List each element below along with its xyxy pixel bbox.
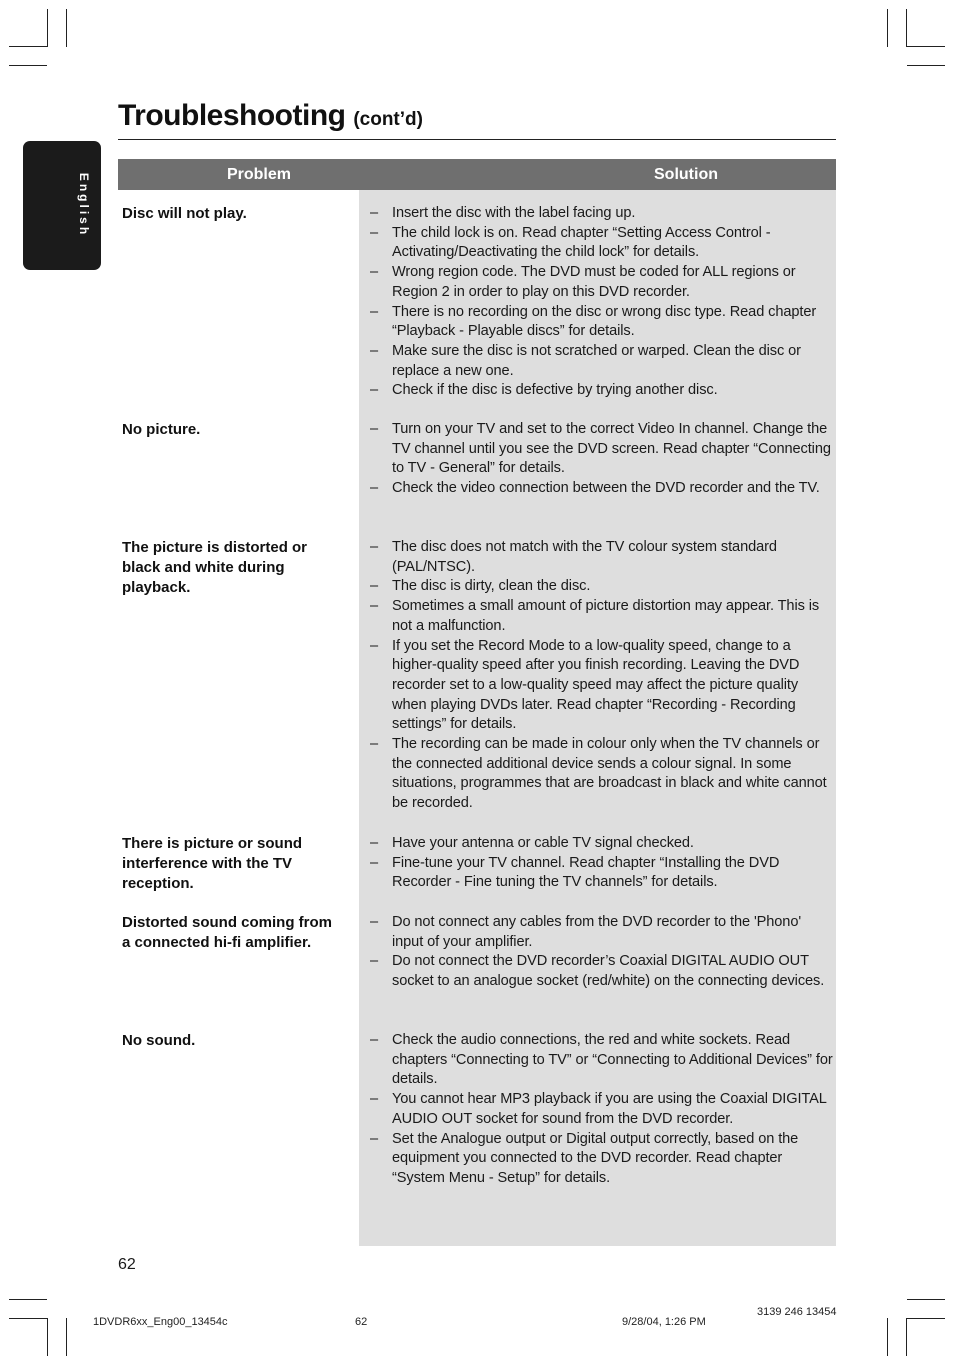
dash-bullet: – <box>370 953 379 970</box>
crop-mark <box>9 65 47 66</box>
solution-item <box>370 263 835 302</box>
solution-item <box>370 420 835 479</box>
problem-text: The picture is distorted or black and white during playback. <box>122 539 308 596</box>
dash-bullet: – <box>370 480 379 497</box>
dash-bullet: – <box>370 382 379 399</box>
solution-text: Set the Analogue output or Digital output correctly, based on the equipment you connected to the DVD recorder. Read chapter “System Menu - Setup” for details. <box>392 1130 799 1186</box>
solution-text: Fine-tune your TV channel. Read chapter “Installing the DVD Recorder - Fine tuning the TV channels” for details. <box>392 854 780 891</box>
dash-bullet: – <box>370 1032 379 1048</box>
dash-bullet: – <box>370 1091 379 1108</box>
solution-item <box>370 854 835 893</box>
problem-text: No picture. <box>122 421 201 438</box>
dash-bullet: – <box>370 342 379 359</box>
dash-bullet: – <box>370 1130 379 1147</box>
solution-text: Check the video connection between the DVD recorder and the TV. <box>392 480 820 497</box>
solution-list <box>370 913 835 992</box>
footer-file-name: 1DVDR6xx_Eng00_13454c <box>93 1316 228 1328</box>
solution-text: Turn on your TV and set to the correct Video In channel. Change the TV channel until you see the DVD screen. Read chapter “Connecting to TV - General” for details. <box>392 421 831 477</box>
dash-bullet: – <box>370 539 379 555</box>
dash-bullet: – <box>370 421 379 437</box>
dash-bullet: – <box>370 598 379 615</box>
dash-bullet: – <box>370 736 379 753</box>
dash-bullet: – <box>370 578 379 595</box>
dash-bullet: – <box>370 303 379 320</box>
dash-bullet: – <box>370 637 379 654</box>
crop-mark <box>9 1318 47 1319</box>
solution-text: Sometimes a small amount of picture distortion may appear. This is not a malfunction. <box>392 598 820 634</box>
crop-mark <box>9 1299 47 1300</box>
solution-list <box>370 538 835 814</box>
dash-bullet: – <box>370 224 379 241</box>
crop-mark <box>907 1299 945 1300</box>
page-title <box>118 96 423 140</box>
solution-text: Check the audio connections, the red and white sockets. Read chapters “Connecting to TV” or “Connecting to Additional Devices” for details. <box>392 1032 833 1088</box>
problem-text: Disc will not play. <box>122 205 247 222</box>
solution-list <box>370 834 835 893</box>
solution-item <box>370 1090 835 1129</box>
solution-list <box>370 420 835 499</box>
title-rule <box>118 139 836 140</box>
solution-item <box>370 834 835 854</box>
solution-text: The disc does not match with the TV colour system standard (PAL/NTSC). <box>392 539 777 575</box>
solution-item <box>370 735 835 814</box>
solution-item <box>370 952 835 991</box>
language-tab-label: English <box>77 172 91 238</box>
crop-mark <box>47 1318 48 1356</box>
dash-bullet: – <box>370 835 379 851</box>
solution-text: Do not connect any cables from the DVD recorder to the 'Phono' input of your amplifier. <box>392 914 802 950</box>
solution-item <box>370 577 835 597</box>
crop-mark <box>907 65 945 66</box>
footer-doc-code: 3139 246 13454 <box>757 1306 837 1318</box>
solution-item <box>370 538 835 577</box>
crop-mark <box>66 9 67 47</box>
crop-mark <box>9 46 47 47</box>
solution-item <box>370 1130 835 1189</box>
dash-bullet: – <box>370 854 379 871</box>
problem-column-header: Problem <box>226 166 291 183</box>
dash-bullet: – <box>370 914 379 930</box>
solution-item <box>370 1031 835 1090</box>
page-title-subtitle: (cont’d) <box>353 109 423 130</box>
solution-text: If you set the Record Mode to a low-quality speed, change to a higher-quality speed after you finish recording. Leaving the DVD recorder set to a low-quality speed may affect the picture quality when playing DVDs later. Read chapter “Recording - Recording settings” for details. <box>392 637 800 733</box>
solution-item <box>370 479 835 499</box>
solution-list <box>370 204 835 401</box>
solution-item <box>370 381 835 401</box>
footer-timestamp: 9/28/04, 1:26 PM <box>622 1316 706 1328</box>
solution-item <box>370 303 835 342</box>
problem-text: No sound. <box>122 1032 196 1049</box>
solution-item <box>370 597 835 636</box>
solution-column-header-label: Solution <box>654 166 718 183</box>
solution-text: The recording can be made in colour only when the TV channels or the connected additional device sends a colour signal. In some situations, programmes that are broadcast in black and white cannot be recorded. <box>392 736 827 812</box>
crop-mark <box>887 1318 888 1356</box>
crop-mark <box>907 1318 945 1319</box>
solution-text: There is no recording on the disc or wrong disc type. Read chapter “Playback - Playable discs” for details. <box>392 303 817 340</box>
page-number: 62 <box>118 1256 136 1273</box>
dash-bullet: – <box>370 264 379 281</box>
problem-text: Distorted sound coming from a connected hi-fi amplifier. <box>122 914 332 951</box>
solution-text: Check if the disc is defective by trying another disc. <box>392 382 718 399</box>
solution-text: You cannot hear MP3 playback if you are using the Coaxial DIGITAL AUDIO OUT socket for sound from the DVD recorder. <box>392 1091 827 1127</box>
footer-page: 62 <box>355 1316 368 1328</box>
solution-item <box>370 913 835 952</box>
crop-mark <box>66 1318 67 1356</box>
solution-text: The disc is dirty, clean the disc. <box>392 578 591 595</box>
solution-text: The child lock is on. Read chapter “Setting Access Control - Activating/Deactivating the child lock” for details. <box>392 224 771 261</box>
solution-item <box>370 637 835 736</box>
solution-text: Have your antenna or cable TV signal checked. <box>392 835 694 851</box>
solution-text: Make sure the disc is not scratched or warped. Clean the disc or replace a new one. <box>392 342 801 379</box>
solution-text: Wrong region code. The DVD must be coded for ALL regions or Region 2 in order to play on this DVD recorder. <box>392 264 796 300</box>
solution-item <box>370 224 835 263</box>
crop-mark <box>47 9 48 47</box>
crop-mark <box>906 9 907 47</box>
solution-text: Do not connect the DVD recorder’s Coaxial DIGITAL AUDIO OUT socket to an analogue socket (red/white) on the connecting devices. <box>392 953 825 990</box>
table-header <box>118 159 836 190</box>
problem-text: There is picture or sound interference with the TV reception. <box>122 835 303 892</box>
solution-item <box>370 342 835 381</box>
dash-bullet: – <box>370 205 379 221</box>
crop-mark <box>887 9 888 47</box>
solution-text: Insert the disc with the label facing up. <box>392 205 636 221</box>
solution-list <box>370 1031 835 1189</box>
solution-item <box>370 204 835 224</box>
crop-mark <box>906 1318 907 1356</box>
crop-mark <box>907 46 945 47</box>
page-title-text: Troubleshooting <box>118 99 346 132</box>
